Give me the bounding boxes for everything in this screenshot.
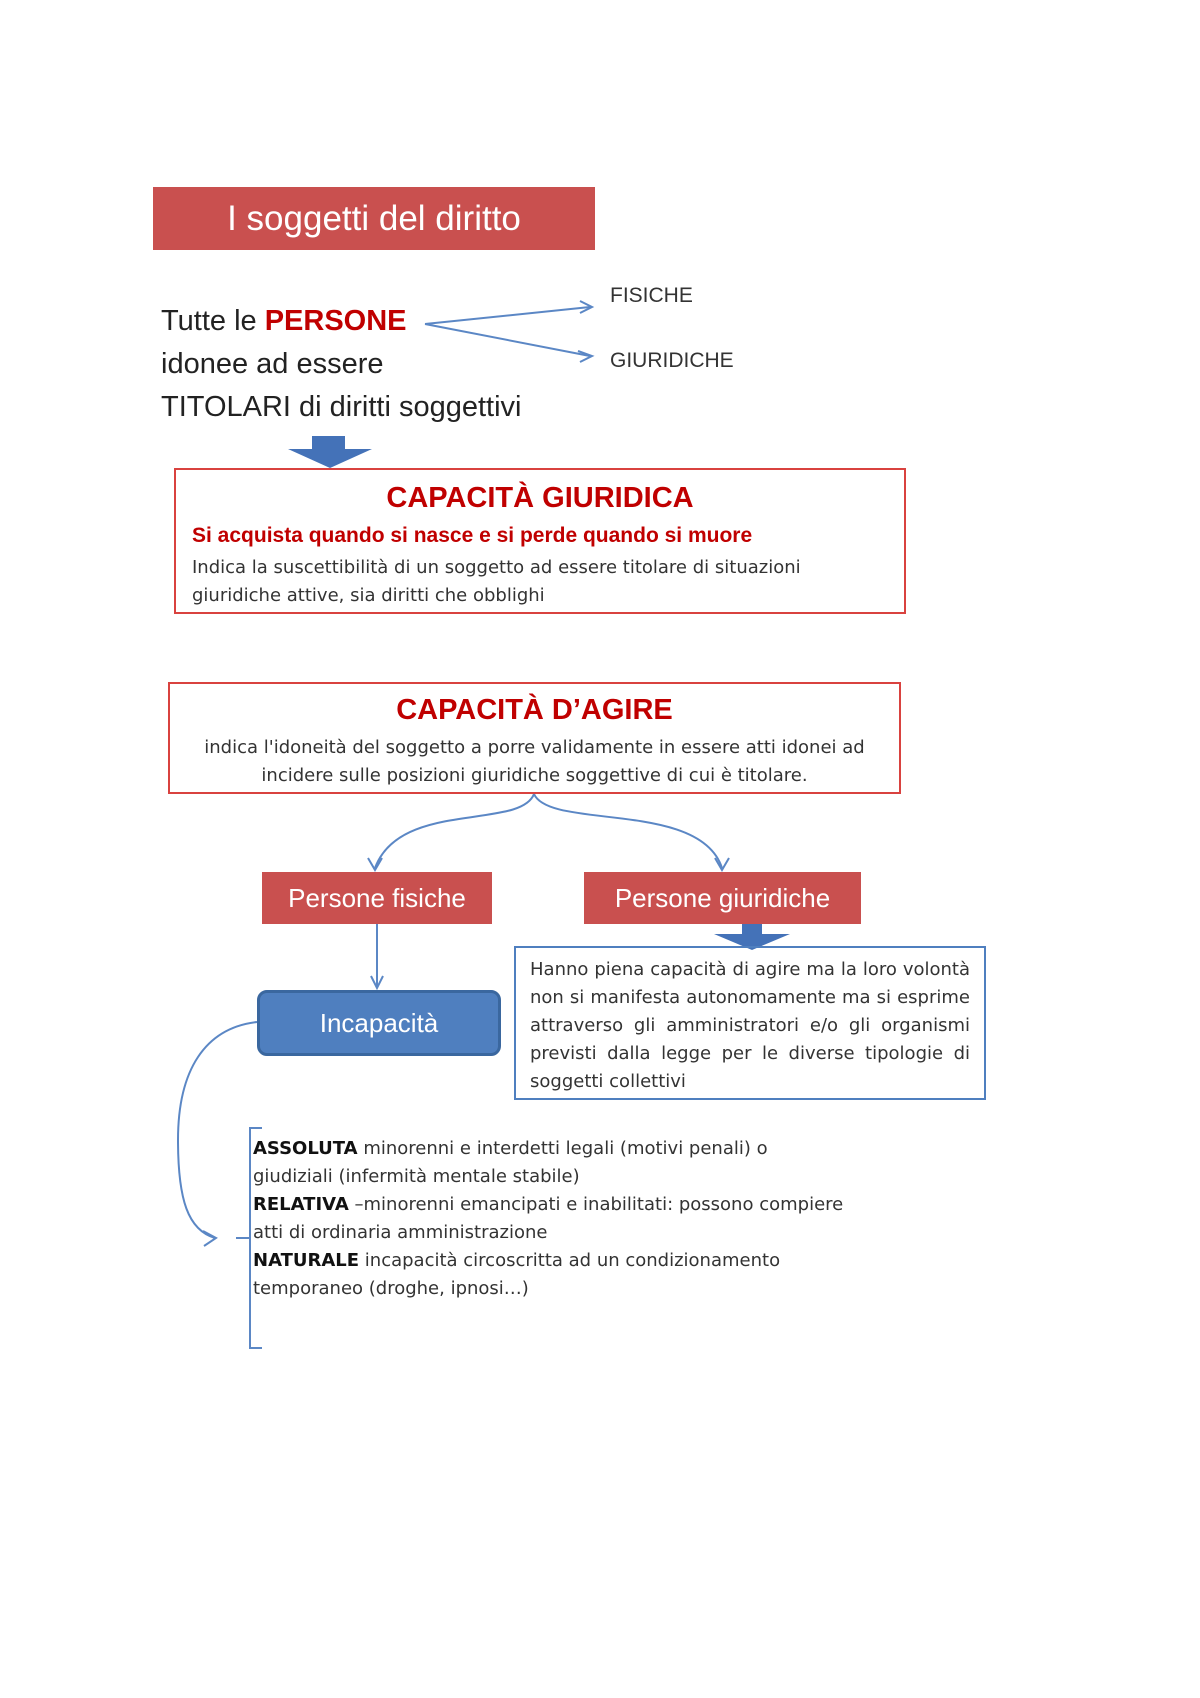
branch-giuridiche: GIURIDICHE xyxy=(610,349,734,372)
capacita-giuridica-subtitle: Si acquista quando si nasce e si perde quando si muore xyxy=(192,524,753,547)
capacita-agire-box xyxy=(168,682,901,794)
persone-line3: TITOLARI di diritti soggettivi xyxy=(161,391,522,423)
persone-giuridiche-label: Persone giuridiche xyxy=(584,872,861,924)
capacita-agire-title: CAPACITÀ D’AGIRE xyxy=(396,694,673,726)
down-arrow-icon xyxy=(288,436,372,468)
list-item: RELATIVA –minorenni emancipati e inabilitati: possono compiere atti di ordinaria amministrazione xyxy=(253,1194,844,1243)
curve-to-persone-fisiche xyxy=(375,794,534,868)
capacita-giuridica-title: CAPACITÀ GIURIDICA xyxy=(386,482,694,514)
persone-definition xyxy=(161,300,521,429)
incapacita-list xyxy=(253,1135,853,1303)
page-title: I soggetti del diritto xyxy=(153,187,595,250)
curve-to-list xyxy=(178,1022,257,1238)
capacita-giuridica-description: Indica la suscettibilità di un soggetto ad essere titolare di situazioni giuridiche attive, sia diritti che obblighi xyxy=(192,557,801,606)
branch-fisiche: FISICHE xyxy=(610,284,693,307)
list-item: ASSOLUTA minorenni e interdetti legali (motivi penali) o giudiziali (infermità mentale stabile) xyxy=(253,1138,768,1187)
persone-fisiche-label: Persone fisiche xyxy=(262,872,492,924)
list-item: NATURALE incapacità circoscritta ad un condizionamento temporaneo (droghe, ipnosi…) xyxy=(253,1250,781,1299)
persone-highlight: PERSONE xyxy=(264,305,407,337)
incapacita-box: Incapacità xyxy=(257,990,501,1056)
persone-line1-prefix: Tutte le xyxy=(161,305,265,337)
capacita-giuridica-box xyxy=(174,468,906,614)
persone-line2: idonee ad essere xyxy=(161,348,384,380)
curve-to-persone-giuridiche xyxy=(534,794,722,868)
capacita-agire-description: indica l'idoneità del soggetto a porre validamente in essere atti idonei ad incidere sulle posizioni giuridiche soggettive di cui è titolare. xyxy=(204,737,865,786)
persone-giuridiche-description: Hanno piena capacità di agire ma la loro volontà non si manifesta autonomamente ma si esprime attraverso gli amministratori e/o gli organismi previsti dalla legge per le diverse tipologie di soggetti collettivi xyxy=(514,946,986,1100)
